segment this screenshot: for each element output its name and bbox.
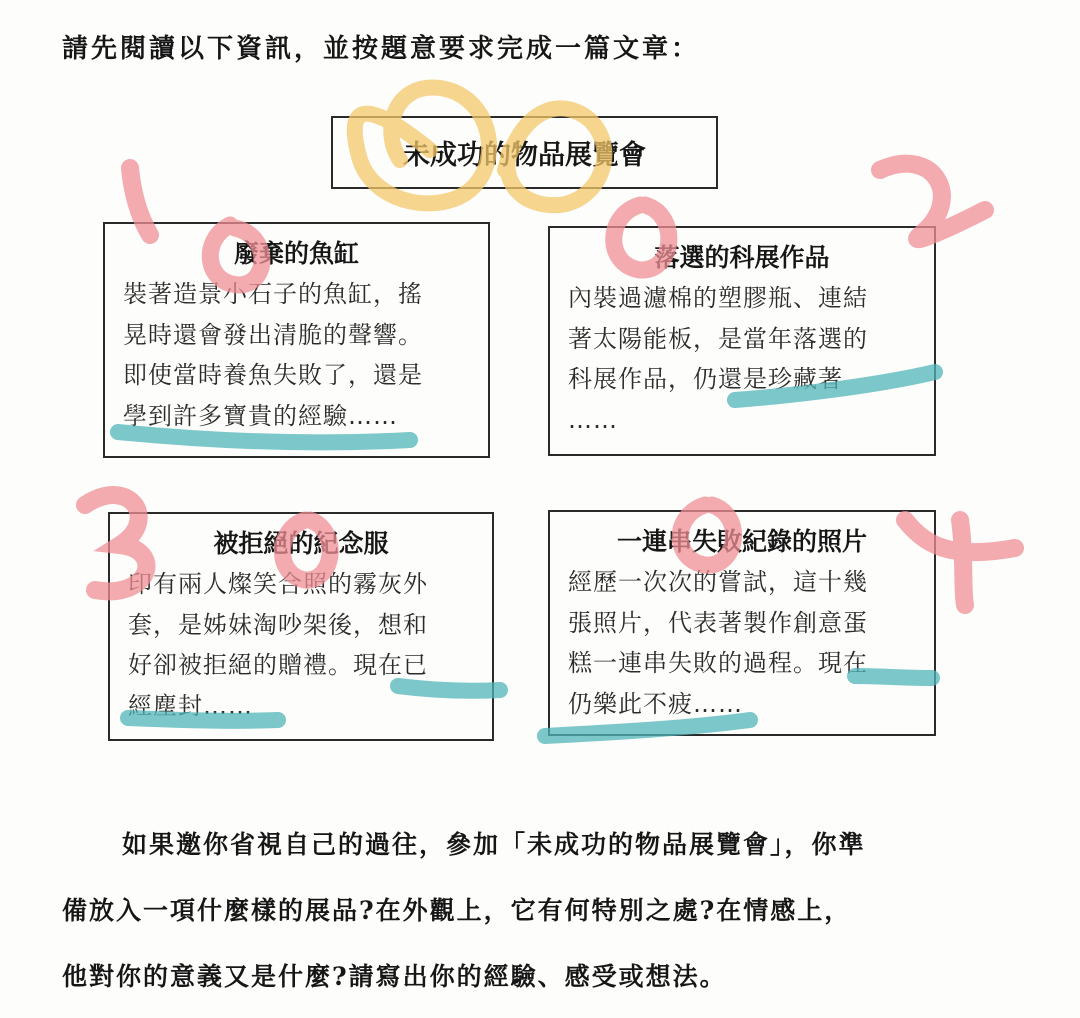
prompt-line: 備放入一項什麼樣的展品?在外觀上，它有何特別之處?在情感上，	[62, 896, 852, 925]
item-line: 裝著造景小石子的魚缸，搖	[123, 280, 423, 308]
writing-prompt	[62, 812, 1042, 1010]
item-description	[568, 278, 918, 440]
item-line: 好卻被拒絕的贈禮。現在已	[128, 651, 428, 679]
item-line: 科展作品，仍還是珍藏著	[568, 365, 843, 393]
item-line: 經塵封……	[128, 691, 253, 720]
item-line: ……	[568, 405, 618, 434]
item-box-failure-photos	[548, 510, 936, 736]
item-line: 即使當時養魚失敗了，還是	[123, 361, 423, 389]
item-line: 糕一連串失敗的過程。現在	[568, 649, 868, 677]
exhibition-title-box	[331, 116, 718, 189]
item-description	[128, 564, 476, 726]
item-box-science-project	[548, 226, 936, 456]
item-title: 落選的科展作品	[654, 243, 830, 272]
item-line: 仍樂此不疲……	[568, 689, 743, 718]
item-box-rejected-jacket	[108, 512, 494, 741]
prompt-line: 如果邀你省視自己的過往，參加「未成功的物品展覽會」，你準	[122, 830, 866, 859]
item-title: 一連串失敗紀錄的照片	[616, 527, 867, 556]
prompt-line: 他對你的意義又是什麼?請寫出你的經驗、感受或想法。	[62, 962, 727, 991]
item-line: 著太陽能板，是當年落選的	[568, 324, 868, 353]
item-description	[123, 274, 472, 436]
item-line: 套，是姊妹淘吵架後，想和	[128, 610, 428, 639]
item-box-fish-tank	[103, 222, 490, 458]
item-description	[568, 562, 918, 724]
item-line: 學到許多寶貴的經驗……	[123, 401, 398, 430]
item-line: 內裝過濾棉的塑膠瓶、連結	[568, 284, 868, 312]
item-line: 印有兩人燦笑合照的霧灰外	[128, 570, 428, 598]
item-title: 廢棄的魚缸	[233, 239, 359, 268]
intro-instruction: 請先閱讀以下資訊，並按題意要求完成一篇文章：	[62, 34, 701, 64]
item-line: 經歷一次次的嘗試，這十幾	[568, 568, 868, 596]
item-line: 張照片，代表著製作創意蛋	[568, 608, 868, 637]
item-line: 晃時還會發出清脆的聲響。	[123, 320, 423, 349]
exhibition-title: 未成功的物品展覽會	[403, 140, 646, 171]
item-title: 被拒絕的紀念服	[213, 529, 389, 558]
